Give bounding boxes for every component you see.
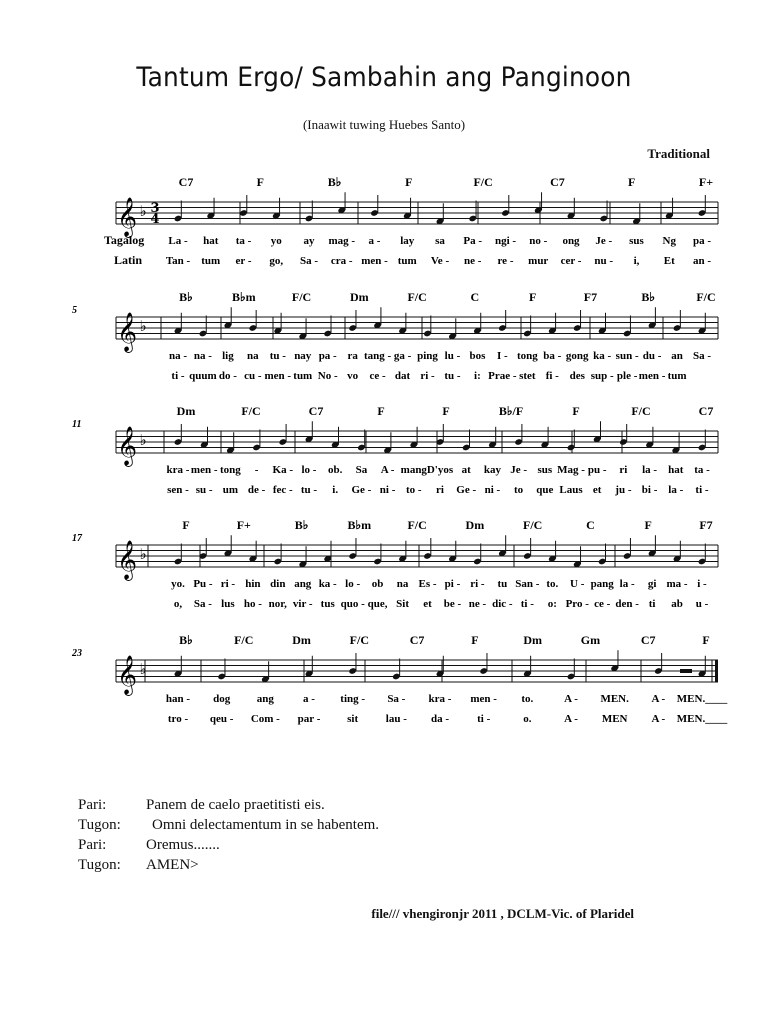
chord-symbol: C7 [550,175,565,189]
lyric-syllable-latin: stet [519,370,536,382]
chord-symbol: B♭ [641,290,656,304]
lyric-syllable-latin: ne - [464,255,482,267]
lyric-syllable-tagalog: lu - [444,350,461,362]
dialogue-speaker: Tugon: [78,817,121,833]
lyric-syllable-tagalog: A - [564,693,578,705]
lyric-syllable-latin: Et [663,255,675,267]
lyric-syllable-latin: vir - [292,598,313,610]
lyric-syllable-tagalog: no - [529,235,548,247]
lyric-syllable-tagalog: tong [220,464,241,476]
lyric-syllable-latin: Ge - [351,484,372,496]
measure-number: 11 [72,419,82,430]
lyric-syllable-latin: qeu - [209,713,234,725]
chord-symbol: F [256,175,264,189]
chord-symbol: F+ [698,175,714,189]
lyric-syllable-latin: MEN.____ [676,713,728,725]
dialogue-text: AMEN> [146,857,199,873]
lyric-syllable-tagalog: Je - [595,235,613,247]
lyric-syllable-tagalog: du - [642,350,662,362]
chord-symbol: C [586,518,595,532]
lyric-syllable-latin: tum [667,370,687,382]
dialogue-text: Omni delectamentum in se habentem. [152,817,380,833]
chord-symbol: F [644,518,652,532]
dialogue-speaker: Tugon: [78,857,121,873]
treble-clef-icon: 𝄞 [116,197,138,237]
chord-symbol: F7 [583,290,598,304]
dialogue-speaker: Pari: [78,837,107,853]
measure-number: 23 [72,648,82,659]
lyric-syllable-latin: cra - [330,255,353,267]
lyric-syllable-tagalog: to. [546,578,559,590]
lyric-syllable-latin: tum [201,255,221,267]
composer-credit: Traditional [647,146,710,161]
lyric-syllable-latin: A - [564,713,578,725]
chord-symbol: B♭ [327,175,342,189]
lyric-syllable-latin: i, [633,255,640,267]
lyric-syllable-latin: ti [648,598,656,610]
lyric-syllable-tagalog: han - [165,693,191,705]
lyric-syllable-tagalog: na - [193,350,212,362]
lyric-syllable-latin: dat [394,370,411,382]
dialogue-line [78,795,379,815]
lyric-syllable-latin: quo - [340,598,365,610]
lyric-syllable-latin: Sit [396,598,409,610]
lyric-syllable-tagalog: ri - [220,578,236,590]
dialogue-text: Oremus....... [146,837,220,853]
lyric-syllable-latin: ti - [477,713,491,725]
lyric-syllable-latin: ce - [369,370,386,382]
lyric-syllable-tagalog: A - [380,464,395,476]
lyric-syllable-latin: fi - [545,370,559,382]
lyric-syllable-tagalog: lo - [345,578,361,590]
lyric-syllable-latin: tus [320,598,335,610]
lyric-syllable-latin: MEN [601,713,628,725]
chord-symbol: F [442,404,450,418]
dialogue-speaker: Pari: [78,797,107,813]
lyric-syllable-latin: ti - [171,370,185,382]
lyric-syllable-tagalog: lo - [301,464,317,476]
lyric-syllable-latin: o, [173,598,183,610]
chord-symbol: Dm [176,404,196,418]
lyric-syllable-tagalog: kra - [166,464,190,476]
lyric-syllable-latin: Ve - [430,255,450,267]
lyric-syllable-latin: cer - [560,255,582,267]
lyric-syllable-tagalog: La - [168,235,188,247]
lyric-syllable-latin: vo [347,370,359,382]
chord-symbol: F/C [631,404,651,418]
language-label-tagalog: Tagalog [104,233,145,247]
lyric-syllable-latin: um [222,484,239,496]
lyric-syllable-latin: sit [347,713,359,725]
lyric-syllable-latin: Sa - [193,598,212,610]
lyric-syllable-tagalog: tong [516,350,538,362]
lyric-syllable-tagalog: Pa - [463,235,483,247]
lyric-syllable-tagalog: mang [400,464,427,476]
chord-symbol: Dm [523,633,543,647]
chord-symbol: F/C [407,290,427,304]
lyric-syllable-latin: de - [247,484,266,496]
lyric-syllable-latin: do - [218,370,237,382]
chord-symbol: B♭ [179,290,193,304]
chord-symbol: F [471,633,479,647]
lyric-syllable-latin: re - [497,255,514,267]
lyric-syllable-tagalog: to. [521,693,534,705]
chord-symbol: B♭m [347,518,372,532]
lyric-syllable-tagalog: sun - [615,350,639,362]
lyric-syllable-tagalog: Sa - [387,693,406,705]
lyric-syllable-tagalog: a - [303,693,315,705]
chord-symbol: C7 [178,175,194,189]
lyric-syllable-latin: su - [195,484,213,496]
lyric-syllable-tagalog: yo [270,235,282,247]
lyric-syllable-tagalog: ma - [666,578,688,590]
chord-symbol: F [528,290,537,304]
chord-symbol: F/C [291,290,312,304]
lyric-syllable-tagalog: sus [629,235,644,247]
lyric-syllable-latin: ho - [243,598,262,610]
lyric-syllable-tagalog: pu - [587,464,607,476]
lyric-syllable-latin: ni - [379,484,396,496]
lyric-syllable-tagalog: ka - [593,350,612,362]
lyric-syllable-latin: bi - [641,484,658,496]
lyric-syllable-latin: quum [189,370,217,382]
measure-number: 5 [72,305,77,316]
lyric-syllable-tagalog: MEN. [600,693,629,705]
chord-symbol: F/C [473,175,493,189]
lyric-syllable-tagalog: kra - [428,693,452,705]
lyric-syllable-tagalog: an [671,350,683,362]
lyric-syllable-latin: des [569,370,585,382]
lyric-syllable-latin: A - [651,713,666,725]
key-signature-flat-icon: ♭ [139,545,147,563]
lyric-syllable-tagalog: lig [222,350,234,362]
lyric-syllable-tagalog: nay [294,350,312,362]
chord-symbol: B♭m [231,290,256,304]
lyric-syllable-tagalog: din [270,578,286,590]
lyric-syllable-tagalog: MEN.____ [676,693,728,705]
lyric-syllable-latin: sup - [590,370,614,382]
chord-symbol: F7 [699,518,713,532]
lyric-syllable-tagalog: ba - [543,350,562,362]
lyric-syllable-latin: u - [695,598,709,610]
lyric-syllable-latin: la - [668,484,684,496]
lyric-syllable-tagalog: la - [619,578,635,590]
lyric-syllable-latin: to - [406,484,422,496]
lyric-syllable-tagalog: men - [470,693,497,705]
lyric-syllable-tagalog: na [396,578,409,590]
lyric-syllable-tagalog: sus [537,464,553,476]
lyric-syllable-latin: lus [221,598,235,610]
lyric-syllable-latin: ju - [615,484,632,496]
chord-symbol: F [628,175,636,189]
lyric-syllable-latin: ab [671,598,683,610]
time-signature-bottom: 4 [150,212,160,227]
lyric-syllable-latin: Sa - [299,255,319,267]
chord-symbol: F+ [236,518,251,532]
lyric-syllable-tagalog: yo. [171,578,185,590]
lyric-syllable-tagalog: hat [668,464,684,476]
lyric-syllable-latin: ri [436,484,444,496]
lyric-syllable-tagalog: lay [400,235,415,247]
lyric-syllable-latin: tro - [167,713,189,725]
lyric-syllable-latin: que [536,484,554,496]
dialogue-line [78,855,379,875]
lyric-syllable-tagalog: pi - [444,578,461,590]
chord-symbol: F [572,404,580,418]
lyric-syllable-latin: par - [297,713,321,725]
chord-symbol: C [470,290,480,304]
lyric-syllable-tagalog: a - [368,235,381,247]
lyric-syllable-tagalog: ang [294,578,312,590]
lyric-syllable-tagalog: San - [515,578,540,590]
lyric-syllable-tagalog: na [247,350,259,362]
lyric-syllable-latin: an - [692,255,712,267]
lyric-syllable-tagalog: Ka - [272,464,294,476]
lyric-syllable-latin: Pro - [565,598,589,610]
lyric-syllable-latin: er - [235,255,252,267]
treble-clef-icon: 𝄞 [116,426,138,466]
time-signature-top: 3 [150,201,160,216]
lyric-syllable-latin: et [592,484,602,496]
chord-symbol: C7 [308,404,324,418]
page-title: Tantum Ergo/ Sambahin ang Panginoon [136,62,632,93]
lyric-syllable-tagalog: ta - [694,464,710,476]
lyric-syllable-tagalog: ob. [328,464,343,476]
lyric-syllable-latin: dic - [492,598,513,610]
lyric-syllable-tagalog: na - [168,350,188,362]
lyric-syllable-tagalog: gi [647,578,657,590]
lyric-syllable-tagalog: Pu - [193,578,213,590]
lyric-syllable-latin: ri - [420,370,435,382]
lyric-syllable-tagalog: at [461,464,471,476]
chord-symbol: F [182,518,190,532]
chord-symbol: F/C [234,633,254,647]
lyric-syllable-latin: tum [293,370,313,382]
chord-symbol: C7 [409,633,425,647]
lyric-syllable-latin: men - [638,370,666,382]
chord-symbol: B♭ [179,633,193,647]
key-signature-flat-icon: ♭ [139,202,147,220]
measure-number: 17 [72,533,82,544]
lyric-syllable-latin: fec - [272,484,293,496]
lyric-syllable-latin: o: [547,598,557,610]
lyric-syllable-tagalog: gong [565,350,589,362]
lyric-syllable-tagalog: U - [570,578,585,590]
chord-symbol: F [377,404,385,418]
lyric-syllable-latin: go, [269,255,284,267]
lyric-syllable-tagalog: A - [651,693,666,705]
lyric-syllable-latin: ti - [520,598,534,610]
lyric-syllable-latin: que, [367,598,388,610]
lyric-syllable-latin: Ge - [456,484,477,496]
chord-symbol: C7 [698,404,714,418]
final-barline-thick [715,660,718,682]
lyric-syllable-tagalog: Es - [418,578,437,590]
language-label-latin: Latin [114,253,143,267]
lyric-syllable-latin: ni - [484,484,501,496]
lyric-syllable-latin: ti - [695,484,709,496]
footer-credit: file/// vhengironjr 2011 , DCLM-Vic. of Plaridel [371,906,634,921]
key-signature-flat-icon: ♭ [139,660,147,678]
lyric-syllable-tagalog: ting - [340,693,366,705]
lyric-syllable-tagalog: D'yos [426,464,454,476]
lyric-syllable-tagalog: la - [642,464,658,476]
lyric-syllable-latin: cu - [244,370,262,382]
lyric-syllable-latin: lau - [385,713,407,725]
lyric-syllable-tagalog: pang [590,578,614,590]
chord-symbol: Dm [465,518,485,532]
lyric-syllable-latin: sen - [167,484,189,496]
lyric-syllable-tagalog: ra [347,350,358,362]
lyric-syllable-tagalog: ga - [393,350,412,362]
lyric-syllable-tagalog: dog [213,693,231,705]
lyric-syllable-latin: tu - [300,484,318,496]
lyric-syllable-tagalog: mag - [328,235,356,247]
lyric-syllable-tagalog: ping [417,350,438,362]
lyric-syllable-latin: ne - [468,598,487,610]
key-signature-flat-icon: ♭ [139,431,147,449]
chord-symbol: F/C [241,404,261,418]
lyric-syllable-latin: den - [615,598,639,610]
lyric-syllable-tagalog: Sa [355,464,368,476]
dialogue-line [78,815,379,835]
lyric-syllable-latin: nor, [268,598,287,610]
lyric-syllable-latin: mur [528,255,549,267]
chord-symbol: Dm [292,633,311,647]
lyric-syllable-tagalog: sa [435,235,445,247]
lyric-syllable-latin: No - [317,370,338,382]
chord-symbol: F [405,175,413,189]
lyric-syllable-tagalog: - [254,464,259,476]
lyric-syllable-tagalog: Je - [510,464,527,476]
lyric-syllable-tagalog: tang - [364,350,392,362]
chord-symbol: Gm [580,633,601,647]
treble-clef-icon: 𝄞 [116,655,138,695]
lyric-syllable-tagalog: ob [371,578,384,590]
lyric-syllable-latin: nu - [594,255,614,267]
lyric-syllable-latin: Prae - [488,370,517,382]
lyric-syllable-tagalog: pa - [318,350,337,362]
lyric-syllable-tagalog: ta - [235,235,252,247]
chord-symbol: Dm [349,290,369,304]
chord-symbol: B♭/F [498,404,524,418]
lyric-syllable-latin: o. [523,713,532,725]
treble-clef-icon: 𝄞 [116,312,138,352]
lyric-syllable-latin: tum [397,255,417,267]
lyric-syllable-latin: Laus [559,484,583,496]
lyric-syllable-tagalog: bos [469,350,486,362]
lyric-syllable-tagalog: i - [697,578,707,590]
lyric-syllable-latin: to [514,484,524,496]
lyric-syllable-latin: Tan - [165,255,191,267]
chord-symbol: F [702,633,710,647]
lyric-syllable-tagalog: ong [562,235,580,247]
whole-rest-icon [680,669,692,673]
lyric-syllable-latin: Com - [250,713,280,725]
lyric-syllable-latin: i: [474,370,481,382]
chord-symbol: F/C [407,518,427,532]
lyric-syllable-tagalog: kay [483,464,501,476]
lyric-syllable-tagalog: I - [497,350,508,362]
key-signature-flat-icon: ♭ [139,317,147,335]
chord-symbol: F/C [522,518,543,532]
lyric-syllable-latin: ple - [616,370,638,382]
lyric-syllable-tagalog: tu - [269,350,286,362]
chord-symbol: C7 [640,633,656,647]
lyric-syllable-latin: i. [332,484,339,496]
lyric-syllable-latin: men - [264,370,292,382]
lyric-syllable-tagalog: hat [203,235,219,247]
lyric-syllable-tagalog: men - [190,464,218,476]
treble-clef-icon: 𝄞 [116,540,138,580]
lyric-syllable-latin: et [423,598,432,610]
lyric-syllable-tagalog: ri [619,464,628,476]
lyric-syllable-tagalog: Sa - [692,350,712,362]
lyric-syllable-tagalog: ngi - [494,235,517,247]
lyric-syllable-tagalog: ang [256,693,274,705]
lyric-syllable-latin: da - [430,713,450,725]
dialogue-text: Panem de caelo praetitisti eis. [146,797,325,813]
dialogue-line [78,835,379,855]
page-subtitle: (Inaawit tuwing Huebes Santo) [302,117,466,132]
lyric-syllable-tagalog: hin [245,578,261,590]
chord-symbol: B♭ [294,518,309,532]
dialogue-block [78,795,379,875]
chord-symbol: F/C [349,633,370,647]
lyric-syllable-latin: tu - [444,370,461,382]
chord-symbol: F/C [696,290,716,304]
lyric-syllable-latin: ce - [594,598,611,610]
lyric-syllable-latin: be - [443,598,462,610]
lyric-syllable-tagalog: ri - [470,578,485,590]
lyric-syllable-tagalog: ka - [318,578,337,590]
lyric-syllable-tagalog: pa - [692,235,712,247]
lyric-syllable-tagalog: ay [303,235,315,247]
lyric-syllable-tagalog: tu [497,578,508,590]
lyric-syllable-tagalog: Ng [662,235,676,247]
lyric-syllable-tagalog: Mag - [557,464,585,476]
lyric-syllable-latin: men - [361,255,388,267]
